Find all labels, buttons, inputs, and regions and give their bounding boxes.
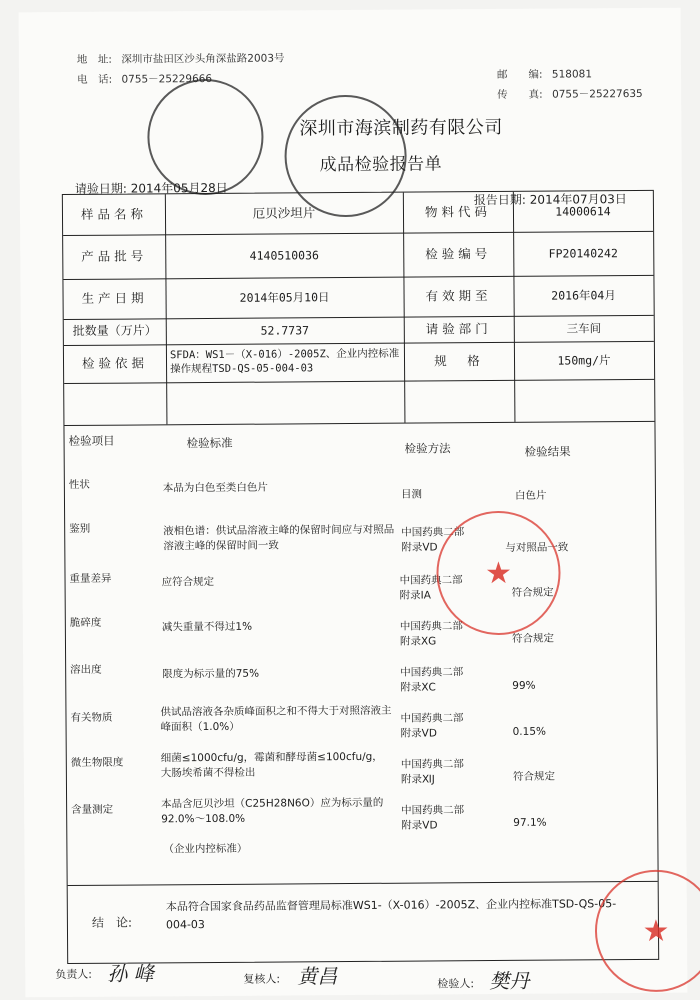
postcode-row <box>497 66 592 82</box>
batch-label: 产品批号 <box>81 248 148 264</box>
test-method: 中国药典二部附录ⅠA <box>399 574 463 602</box>
test-item: 有关物质 <box>70 711 113 724</box>
test-result: 0.15% <box>512 725 547 738</box>
fax-label: 传 真: <box>497 88 543 101</box>
test-standard: 细菌≤1000cfu/g，霉菌和酵母菌≤100cfu/g，大肠埃希菌不得检出 <box>160 750 383 780</box>
test-result: 符合规定 <box>511 586 554 599</box>
report-table <box>62 190 659 964</box>
col-result-header: 检验结果 <box>524 444 571 459</box>
mfg-date-value: 2014年05月10日 <box>239 289 330 305</box>
test-standard: 本品为白色至类白色片 <box>162 481 268 495</box>
test-method: 中国药典二部附录ⅤD <box>401 526 465 554</box>
inspector-label: 检验人: <box>437 977 475 991</box>
department-value: 三车间 <box>566 320 602 336</box>
test-item: 鉴别 <box>69 522 91 535</box>
address-row <box>77 50 285 66</box>
responsible-label: 负责人: <box>55 967 93 982</box>
company-stamp-red <box>436 511 561 636</box>
qa-stamp-left <box>147 79 264 196</box>
request-date-value: 2014年05月28日 <box>130 180 228 196</box>
test-item: 溶出度 <box>70 663 102 676</box>
test-result: 符合规定 <box>511 632 554 645</box>
spec-label: 规 格 <box>434 352 484 369</box>
test-standard: 液相色谱：供试品溶液主峰的保留时间应与对照品溶液主峰的保留时间一致 <box>163 523 395 553</box>
col-method-header: 检验方法 <box>404 441 451 456</box>
expiry-label: 有效期至 <box>425 287 492 304</box>
star-icon: ★ <box>642 913 670 949</box>
inspection-report-page <box>19 8 688 998</box>
responsible-signature: 孙 峰 <box>107 961 154 986</box>
mfg-date-label: 生产日期 <box>81 290 148 306</box>
quantity-value: 52.7737 <box>260 322 310 338</box>
test-result: 符合规定 <box>512 770 555 783</box>
test-standard: 应符合规定 <box>161 575 215 589</box>
test-method: 中国药典二部附录ⅤD <box>401 804 465 832</box>
conclusion-label: 结 论: <box>91 915 133 930</box>
phone-label: 电 话: <box>77 73 113 86</box>
reviewer-label: 复核人: <box>243 972 281 986</box>
spec-value: 150mg/片 <box>557 352 611 368</box>
star-icon: ★ <box>484 555 513 591</box>
batch-value: 4140510036 <box>249 247 319 263</box>
fax-value: 0755－25227635 <box>552 87 643 101</box>
postcode-label: 邮 编: <box>496 68 543 81</box>
test-standard: 供试品溶液各杂质峰面积之和不得大于对照溶液主峰面积（1.0%） <box>160 704 392 734</box>
test-result: 与对照品一致 <box>505 541 569 554</box>
request-date-label: 请验日期: <box>74 181 127 196</box>
test-method: 目测 <box>400 488 422 501</box>
sample-name-label: 样品名称 <box>80 206 148 222</box>
report-date-value: 2014年07月03日 <box>529 192 627 207</box>
conclusion-text: 本品符合国家食品药品监督管理局标准WS1-（X-016）-2005Z、企业内控标准TSD-QS-05-004-03 <box>165 897 617 931</box>
test-item: 含量测定 <box>71 803 114 816</box>
test-result: 白色片 <box>514 489 547 502</box>
address-label: 地 址: <box>76 53 112 66</box>
col-standard-header: 检验标准 <box>186 435 233 451</box>
postcode-value: 518081 <box>551 68 593 81</box>
material-code-value: 14000614 <box>555 203 611 219</box>
basis-value: SFDA：WS1－（X-016）-2005Z、企业内控标准操作规程TSD-QS-05-004-03 <box>169 348 400 376</box>
test-result: 99% <box>512 679 536 692</box>
test-method: 中国药典二部附录ⅩG <box>399 620 463 648</box>
test-standard: 减失重量不得过1% <box>161 620 253 634</box>
test-item: 重量差异 <box>69 572 112 585</box>
test-item: 微生物限度 <box>70 756 124 769</box>
fax-row <box>497 86 643 102</box>
reviewer-signature: 黄昌 <box>297 964 338 989</box>
test-item: 脆碎度 <box>69 616 102 629</box>
col-item-header: 检验项目 <box>68 433 115 448</box>
expiry-value: 2016年04月 <box>551 287 616 303</box>
test-item: 性状 <box>68 478 90 491</box>
quantity-label: 批数量（万片） <box>72 323 157 339</box>
test-method: 中国药典二部附录ⅪJ <box>400 758 464 786</box>
sample-name-value: 厄贝沙坦片 <box>252 205 316 221</box>
inspector-signature: 樊丹 <box>489 968 530 994</box>
phone-value: 0755－25229666 <box>121 72 213 86</box>
department-label: 请验部门 <box>425 320 492 337</box>
company-name: 深圳市海滨制药有限公司 <box>299 116 503 140</box>
test-method: 中国药典二部附录ⅤD <box>400 712 464 740</box>
report-date-label: 报告日期: <box>473 192 526 208</box>
standard-note: （企业内控标准） <box>163 842 248 856</box>
material-code-label: 物料代码 <box>424 203 492 220</box>
basis-label: 检验依据 <box>81 355 149 371</box>
test-standard: 限度为标示量的75% <box>162 667 260 681</box>
address-value: 深圳市盐田区沙头角深盐路2003号 <box>121 52 285 66</box>
inspection-no-value: FP20140242 <box>548 245 618 261</box>
test-method: 中国药典二部附录ⅩC <box>400 666 464 694</box>
report-title: 成品检验报告单 <box>319 154 443 176</box>
inspection-no-label: 检验编号 <box>425 245 492 262</box>
test-standard: 本品含厄贝沙坦（C25H28N6O）应为标示量的92.0%～108.0% <box>161 796 384 826</box>
test-result: 97.1% <box>513 816 547 829</box>
